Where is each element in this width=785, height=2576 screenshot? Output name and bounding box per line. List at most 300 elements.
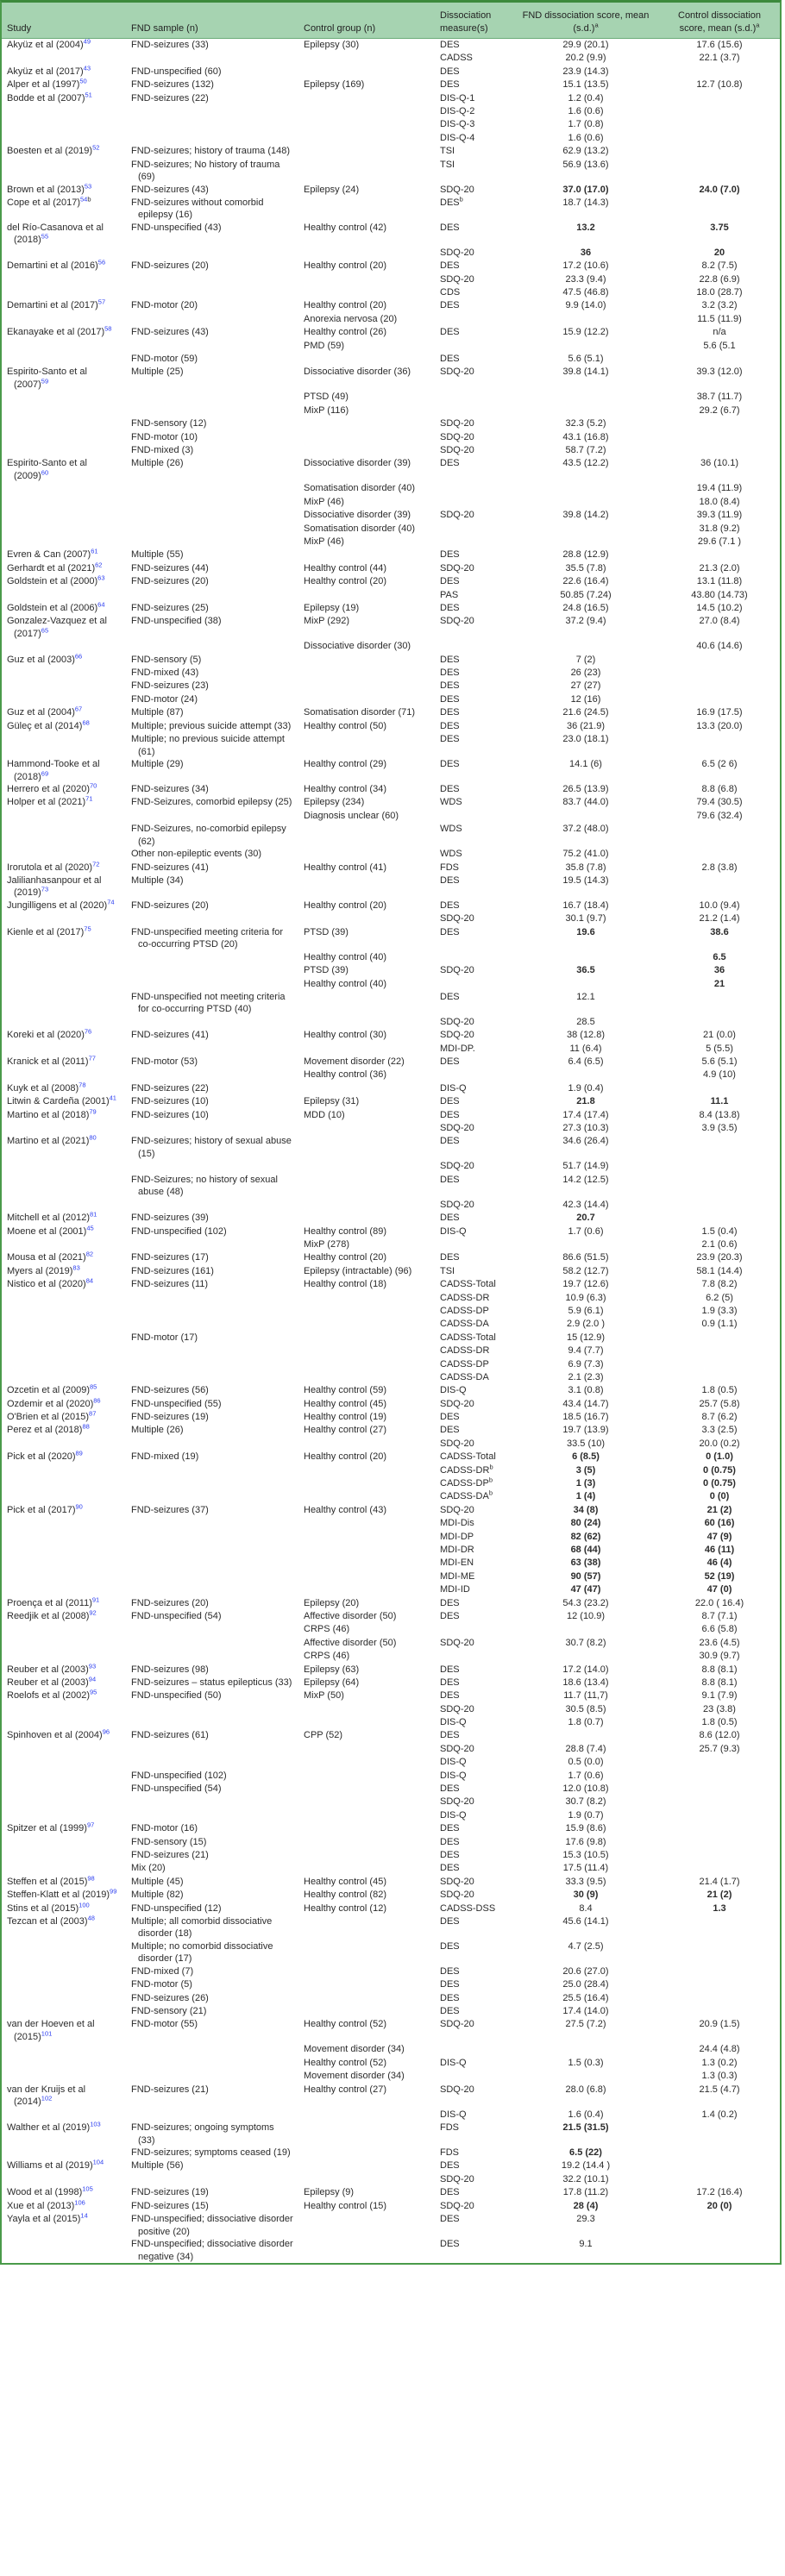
study-cell xyxy=(2,1557,126,1570)
reference-link[interactable]: 52 xyxy=(92,143,100,152)
measure-cell: SDQ-20 xyxy=(440,273,474,285)
control-score-cell: 0 (0) xyxy=(709,1491,730,1502)
study-cell: Guz et al $(2003)^{66}$ xyxy=(7,652,83,665)
fnd-score-cell: 17.2 (10.6) xyxy=(562,260,609,272)
control-score-cell: 40.6 (14.6) xyxy=(696,641,743,652)
control-score-cell: 23 (3.8) xyxy=(703,1703,736,1714)
reference-link[interactable]: 63 xyxy=(97,573,105,582)
reference-link[interactable]: 64 xyxy=(97,600,105,609)
fnd-score-cell: 29.9 (20.1) xyxy=(562,40,609,50)
measure-cell: DES xyxy=(440,260,460,272)
study-cell: Mousa et al $(2021)^{82}$ xyxy=(7,1250,94,1263)
study-cell xyxy=(2,2005,126,2018)
fnd-sample-cell xyxy=(126,509,298,522)
reference-link[interactable]: 96 xyxy=(102,1727,110,1736)
measure-cell: DES xyxy=(440,327,460,338)
fnd-score-cell: 15 (12.9) xyxy=(566,1332,606,1343)
control-group-cell xyxy=(298,654,435,667)
control-score-cell: 4.9 (10) xyxy=(703,1069,736,1081)
study-cell: Perez et al $(2018)^{88}$ xyxy=(7,1422,90,1436)
study-cell: van der Kruijs et al $(2014)^{102}$ xyxy=(7,2084,86,2108)
study-cell: van der Hoeven et al $(2015)^{101}$ xyxy=(7,2019,95,2042)
reference-link[interactable]: 86 xyxy=(93,1396,101,1405)
reference-link[interactable]: 89 xyxy=(75,1449,83,1457)
study-cell: Yayla et al $(2015)^{14}$ xyxy=(7,2211,88,2224)
table-row xyxy=(2,1517,780,1530)
table-row xyxy=(2,2005,780,2018)
fnd-sample-cell: FND-unspecified (102) xyxy=(131,1225,227,1237)
study-cell: Ozdemir et al $(2020)^{86}$ xyxy=(7,1396,101,1409)
fnd-score-cell: 20.7 xyxy=(576,1213,595,1224)
study-cell: Güleç et al $(2014)^{68}$ xyxy=(7,718,90,731)
table-row xyxy=(2,1610,780,1623)
control-group-cell xyxy=(298,1122,435,1135)
fnd-sample-cell: FND-seizures; history of sexual abuse (15) xyxy=(131,1136,292,1159)
fnd-score-cell: 28 (4) xyxy=(573,2200,599,2211)
fnd-score-cell xyxy=(512,810,659,823)
table-row xyxy=(2,1637,780,1650)
control-group-cell xyxy=(298,431,435,444)
measure-cell: SDQ-20 xyxy=(440,2200,474,2211)
fnd-sample-cell xyxy=(126,912,298,925)
reference-link[interactable]: 51 xyxy=(85,90,92,98)
measure-cell: DES xyxy=(440,734,460,745)
fnd-sample-cell: FND-seizures; symptoms ceased (19) xyxy=(131,2147,291,2159)
study-cell xyxy=(2,118,126,131)
footnote-marker: b xyxy=(488,1489,493,1497)
fnd-sample-cell xyxy=(126,1517,298,1530)
measure-cell: MDI-EN xyxy=(440,1558,474,1569)
reference-link[interactable]: 106 xyxy=(74,2197,85,2206)
table-row xyxy=(2,286,780,299)
reference-link[interactable]: 66 xyxy=(74,652,83,661)
reference-link[interactable]: 87 xyxy=(89,1409,97,1418)
study-cell: Goldstein et al $(2006)^{64}$ xyxy=(7,600,105,613)
reference-link[interactable]: 92 xyxy=(89,1608,97,1617)
study-cell xyxy=(2,589,126,602)
measure-cell: DES xyxy=(440,458,460,469)
measure-cell: DES xyxy=(440,2214,460,2224)
control-group-cell xyxy=(298,1849,435,1862)
fnd-score-cell: 32.3 (5.2) xyxy=(565,418,606,429)
fnd-score-cell: 25.5 (16.4) xyxy=(562,1992,609,2003)
fnd-sample-cell: FND-unspecified; dissociative disorder negative (34) xyxy=(131,2239,293,2262)
study-cell: Jalilianhasanpour et al $(2019)^{73}$ xyxy=(7,874,102,899)
reference-link[interactable]: 14 xyxy=(80,2211,88,2220)
study-cell: Gonzalez-Vazquez et al $(2017)^{65}$ xyxy=(7,616,107,639)
reference-link[interactable]: 56 xyxy=(97,258,106,266)
measure-cell: DES xyxy=(440,354,460,365)
fnd-score-cell: 2.9 (2.0 ) xyxy=(566,1319,606,1330)
control-group-cell: Healthy control (27) xyxy=(304,2084,386,2095)
study-cell xyxy=(2,1344,126,1357)
control-group-cell xyxy=(298,1135,435,1160)
fnd-sample-cell: FND-motor (20) xyxy=(131,300,198,311)
control-score-cell xyxy=(659,1809,780,1822)
control-group-cell: Dissociative disorder (30) xyxy=(304,641,411,652)
control-score-cell: 20.0 (0.2) xyxy=(699,1438,740,1449)
reference-link[interactable]: 48 xyxy=(87,1914,95,1922)
measure-cell: CADSS-Total xyxy=(440,1279,496,1290)
fnd-sample-cell: FND-unspecified (43) xyxy=(131,222,222,233)
table-row xyxy=(2,313,780,326)
fnd-score-cell xyxy=(512,2070,659,2083)
study-cell: Wood et al $(1998)^{105}$ xyxy=(7,2184,93,2198)
table-row xyxy=(2,810,780,823)
control-group-cell xyxy=(298,1716,435,1729)
table-row xyxy=(2,1978,780,1991)
study-cell: Spitzer et al $(1999)^{97}$ xyxy=(7,1821,95,1834)
reference-link[interactable]: 88 xyxy=(82,1422,90,1431)
control-score-cell: 9.1 (7.9) xyxy=(701,1690,738,1702)
measure-cell: DES xyxy=(440,1836,460,1847)
reference-link[interactable]: 54 xyxy=(80,195,88,204)
measure-cell: DES xyxy=(440,1056,460,1068)
control-score-cell: 8.8 (8.1) xyxy=(701,1677,738,1688)
fnd-score-cell: 0.5 (0.0) xyxy=(568,1757,604,1768)
fnd-sample-cell: FND-motor (55) xyxy=(131,2019,198,2030)
reference-link[interactable]: 45 xyxy=(86,1223,94,1232)
reference-link[interactable]: 94 xyxy=(88,1675,97,1683)
study-cell xyxy=(2,417,126,430)
reference-link[interactable]: 99 xyxy=(110,1887,117,1896)
fnd-score-cell: 62.9 (13.2) xyxy=(562,146,609,157)
control-group-cell xyxy=(298,1544,435,1557)
fnd-score-cell: 6.4 (6.5) xyxy=(568,1056,604,1068)
fnd-sample-cell xyxy=(126,1199,298,1212)
study-cell xyxy=(2,667,126,680)
table-row xyxy=(2,1029,780,1042)
measure-cell: SDQ-20 xyxy=(440,616,474,627)
study-cell xyxy=(2,52,126,65)
fnd-score-cell: 15.1 (13.5) xyxy=(562,79,609,91)
study-cell: Evren & Can $(2007)^{61}$ xyxy=(7,547,98,561)
reference-link[interactable]: 95 xyxy=(90,1688,97,1696)
reference-link[interactable]: 100 xyxy=(78,1900,90,1908)
reference-link[interactable]: 50 xyxy=(79,77,87,85)
control-score-cell xyxy=(659,874,780,899)
fnd-score-cell: 1 (3) xyxy=(575,1478,596,1489)
table-row xyxy=(2,431,780,444)
reference-link[interactable]: 58 xyxy=(104,324,112,333)
control-group-cell xyxy=(298,1743,435,1756)
measure-cell: CADSS-DR xyxy=(440,1292,490,1303)
measure-cell: DES xyxy=(440,1096,460,1107)
reference-link[interactable]: 68 xyxy=(82,718,90,726)
control-group-cell xyxy=(298,1490,435,1503)
study-cell xyxy=(2,247,126,260)
measure-cell: CADSS-DA xyxy=(440,1319,489,1330)
reference-link[interactable]: 80 xyxy=(89,1133,97,1142)
reference-link[interactable]: 75 xyxy=(84,924,91,933)
measure-cell: SDQ-20 xyxy=(440,1030,474,1041)
measure-cell: SDQ-20 xyxy=(440,444,474,455)
fnd-score-cell: 16.7 (18.4) xyxy=(562,899,609,911)
control-group-cell: Movement disorder (34) xyxy=(304,2071,405,2082)
reference-link[interactable]: 104 xyxy=(92,2158,104,2166)
control-group-cell xyxy=(298,1570,435,1583)
table-row xyxy=(2,118,780,131)
fnd-sample-cell xyxy=(126,496,298,509)
fnd-sample-cell xyxy=(126,2043,298,2056)
study-cell xyxy=(2,640,126,653)
fnd-sample-cell: Multiple; previous suicide attempt (33) xyxy=(131,720,292,731)
table-row xyxy=(2,1332,780,1344)
study-cell: Gerhardt et al $(2021)^{62}$ xyxy=(7,561,103,573)
fnd-sample-cell: FND-sensory (5) xyxy=(131,654,202,665)
study-cell xyxy=(2,680,126,693)
study-cell xyxy=(2,1199,126,1212)
reference-link[interactable]: 43 xyxy=(83,64,91,72)
fnd-sample-cell: FND-seizures (20) xyxy=(131,1597,209,1608)
control-group-cell: Healthy control (41) xyxy=(304,862,386,873)
reference-link[interactable]: 55 xyxy=(41,232,49,241)
footnote-marker: b xyxy=(459,195,463,204)
fnd-score-cell: 17.6 (9.8) xyxy=(565,1836,606,1847)
control-score-cell xyxy=(659,1756,780,1769)
control-score-cell: 3.75 xyxy=(710,222,729,233)
table-row xyxy=(2,2122,780,2147)
control-group-cell: Healthy control (20) xyxy=(304,300,386,311)
reference-link[interactable]: 71 xyxy=(85,794,93,803)
control-group-cell xyxy=(298,1464,435,1477)
reference-link[interactable]: 53 xyxy=(84,181,92,190)
control-group-cell xyxy=(298,1862,435,1875)
fnd-sample-cell: FND-seizures (20) xyxy=(131,260,209,272)
measure-cell: DES xyxy=(440,66,460,77)
measure-cell: DIS-Q xyxy=(440,1225,467,1237)
fnd-sample-cell: FND-seizures (43) xyxy=(131,184,209,195)
fnd-sample-cell xyxy=(126,523,298,536)
table-row xyxy=(2,184,780,197)
control-score-cell: 13.3 (20.0) xyxy=(696,720,743,731)
measure-cell: TSI xyxy=(440,159,455,170)
control-group-cell: MixP (46) xyxy=(304,496,344,507)
control-score-cell: 21.5 (4.7) xyxy=(699,2084,740,2095)
reference-link[interactable]: 69 xyxy=(41,768,49,777)
fnd-sample-cell: FND-mixed (7) xyxy=(131,1965,194,1977)
reference-link[interactable]: 59 xyxy=(41,377,49,385)
control-score-cell: 1.9 (3.3) xyxy=(701,1305,738,1316)
table-row xyxy=(2,159,780,184)
fnd-sample-cell: FND-seizures (41) xyxy=(131,862,209,873)
control-score-cell xyxy=(659,105,780,118)
fnd-sample-cell: FND-seizures (43) xyxy=(131,327,209,338)
reference-link[interactable]: 103 xyxy=(90,2120,101,2128)
reference-link[interactable]: 82 xyxy=(85,1250,94,1258)
fnd-sample-cell: FND-seizures; history of trauma (148) xyxy=(131,146,290,157)
reference-link[interactable]: 85 xyxy=(90,1382,97,1391)
reference-link[interactable]: 81 xyxy=(90,1210,97,1219)
measure-cell xyxy=(435,313,512,326)
control-score-cell: 3.2 (3.2) xyxy=(701,300,738,311)
control-group-cell xyxy=(298,680,435,693)
measure-cell: DES xyxy=(440,40,460,50)
fnd-sample-cell xyxy=(126,1477,298,1490)
table-row xyxy=(2,733,780,758)
measure-cell xyxy=(435,404,512,417)
control-score-cell: 8.8 (6.8) xyxy=(701,784,738,795)
reference-link[interactable]: 97 xyxy=(86,1821,95,1829)
study-cell: Tezcan et al $(2003)^{48}$ xyxy=(7,1914,95,1927)
fnd-sample-cell: FND-seizures (132) xyxy=(131,79,214,91)
reference-link[interactable]: 91 xyxy=(91,1595,100,1603)
study-cell xyxy=(2,431,126,444)
control-score-cell xyxy=(659,1796,780,1808)
reference-link[interactable]: 41 xyxy=(109,1094,116,1102)
fnd-sample-cell: FND-seizures; No history of trauma (69) xyxy=(131,159,280,183)
control-score-cell: 17.6 (15.6) xyxy=(696,40,743,50)
control-score-cell xyxy=(659,2122,780,2147)
reference-link[interactable]: 57 xyxy=(97,298,106,306)
fnd-score-cell: 23.0 (18.1) xyxy=(562,734,609,745)
control-score-cell: 30.9 (9.7) xyxy=(699,1651,740,1662)
reference-link[interactable]: 77 xyxy=(88,1054,96,1062)
measure-cell: DES xyxy=(440,1425,460,1436)
reference-link[interactable]: 65 xyxy=(41,626,49,635)
fnd-score-cell xyxy=(512,496,659,509)
measure-cell: SDQ-20 xyxy=(440,1199,474,1210)
table-row xyxy=(2,602,780,615)
study-cell: Hammond-Tooke et al $(2018)^{69}$ xyxy=(7,759,100,782)
reference-link[interactable]: 83 xyxy=(72,1263,80,1272)
control-score-cell: 6.6 (5.8) xyxy=(701,1624,738,1635)
reference-link[interactable]: 101 xyxy=(41,2029,53,2038)
control-group-cell: Healthy control (42) xyxy=(304,222,386,233)
control-score-cell xyxy=(659,1822,780,1835)
control-group-cell: Healthy control (20) xyxy=(304,1252,386,1263)
reference-link[interactable]: 73 xyxy=(41,885,49,893)
table-row xyxy=(2,874,780,899)
control-score-cell xyxy=(659,197,780,222)
control-score-cell xyxy=(659,1992,780,2005)
control-score-cell: 1.8 (0.5) xyxy=(701,1717,738,1728)
control-group-cell: Dissociative disorder (36) xyxy=(304,367,411,378)
study-cell xyxy=(2,1796,126,1808)
control-group-cell: Healthy control (15) xyxy=(304,2200,386,2211)
control-score-cell: 22.8 (6.9) xyxy=(699,273,740,285)
fnd-score-cell: 90 (57) xyxy=(570,1570,601,1582)
fnd-score-cell: 30.7 (8.2) xyxy=(565,1796,606,1808)
control-group-cell: CRPS (46) xyxy=(304,1651,350,1662)
reference-link[interactable]: 84 xyxy=(85,1276,94,1285)
reference-link[interactable]: 49 xyxy=(83,37,91,46)
reference-link[interactable]: 72 xyxy=(92,859,100,868)
fnd-sample-cell: Multiple (82) xyxy=(131,1890,184,1901)
table-row xyxy=(2,1570,780,1583)
reference-link[interactable]: 74 xyxy=(107,898,115,906)
control-group-cell xyxy=(298,733,435,758)
study-cell xyxy=(2,1122,126,1135)
reference-link[interactable]: 70 xyxy=(90,781,97,790)
fnd-sample-cell xyxy=(126,1238,298,1251)
fnd-sample-cell xyxy=(126,589,298,602)
table-row xyxy=(2,1358,780,1371)
measure-cell: DIS-Q-4 xyxy=(440,132,475,143)
table-row xyxy=(2,1504,780,1517)
reference-link[interactable]: 93 xyxy=(88,1661,97,1670)
fnd-score-cell xyxy=(512,951,659,964)
control-group-cell: Healthy control (44) xyxy=(304,562,386,573)
measure-cell: DES xyxy=(440,759,460,770)
study-cell xyxy=(2,1623,126,1636)
table-row xyxy=(2,1225,780,1238)
control-score-cell: 8.4 (13.8) xyxy=(699,1109,740,1120)
dissociation-studies-table xyxy=(2,3,780,2263)
reference-link[interactable]: 102 xyxy=(41,2094,53,2103)
control-score-cell xyxy=(659,145,780,158)
fnd-score-cell: 18.7 (14.3) xyxy=(562,197,609,208)
measure-cell: CADSS-$DP^b$ xyxy=(440,1476,493,1489)
reference-link[interactable]: 90 xyxy=(75,1502,83,1511)
study-cell xyxy=(2,1637,126,1650)
reference-link[interactable]: 105 xyxy=(82,2184,93,2193)
control-score-cell xyxy=(659,417,780,430)
control-group-cell xyxy=(298,548,435,561)
reference-link[interactable]: 67 xyxy=(74,705,83,713)
reference-link[interactable]: 76 xyxy=(84,1027,92,1036)
control-score-cell: 6.5 (2 6) xyxy=(701,759,738,770)
reference-link[interactable]: 78 xyxy=(78,1081,86,1089)
measure-cell: DIS-Q xyxy=(440,2109,467,2120)
study-cell: Kranick et al $(2011)^{77}$ xyxy=(7,1054,96,1068)
measure-cell: DES xyxy=(440,1412,460,1423)
study-cell: Xue et al $(2013)^{106}$ xyxy=(7,2197,85,2211)
control-group-cell xyxy=(298,1438,435,1451)
control-group-cell xyxy=(298,1557,435,1570)
fnd-score-cell: 26 (23) xyxy=(570,668,601,679)
fnd-score-cell xyxy=(512,978,659,991)
study-cell xyxy=(2,1160,126,1173)
fnd-score-cell: 3 (5) xyxy=(575,1464,596,1476)
study-cell: Demartini et al $(2016)^{56}$ xyxy=(7,258,106,272)
fnd-score-cell: 37.2 (9.4) xyxy=(565,616,606,627)
measure-cell xyxy=(435,1650,512,1663)
reference-link[interactable]: 62 xyxy=(95,561,103,569)
control-group-cell: Somatisation disorder (71) xyxy=(304,707,416,718)
reference-link[interactable]: 61 xyxy=(91,547,98,555)
control-score-cell xyxy=(659,1135,780,1160)
fnd-score-cell: 68 (44) xyxy=(570,1544,601,1555)
reference-link[interactable]: 79 xyxy=(89,1107,97,1115)
fnd-score-cell: 12 (16) xyxy=(570,693,601,705)
control-score-cell xyxy=(659,1849,780,1862)
measure-cell: DES xyxy=(440,1979,460,1990)
fnd-sample-cell xyxy=(126,1743,298,1756)
control-group-cell: Epilepsy (9) xyxy=(304,2187,355,2198)
fnd-sample-cell: Multiple (56) xyxy=(131,2160,184,2172)
table-row xyxy=(2,1650,780,1663)
fnd-score-cell: 36 xyxy=(580,247,592,258)
table-row xyxy=(2,1689,780,1702)
reference-link[interactable]: 98 xyxy=(87,1874,95,1883)
fnd-score-cell: 23.3 (9.4) xyxy=(565,273,606,285)
study-cell xyxy=(2,951,126,964)
control-score-cell xyxy=(659,1770,780,1783)
reference-link[interactable]: 60 xyxy=(41,468,49,477)
study-cell: Boesten et al $(2019)^{52}$ xyxy=(7,143,100,157)
study-cell xyxy=(2,823,126,848)
control-score-cell xyxy=(659,1082,780,1095)
fnd-score-cell: 2.1 (2.3) xyxy=(568,1371,604,1382)
table-row xyxy=(2,1371,780,1384)
study-cell xyxy=(2,1978,126,1991)
fnd-sample-cell: FND-Seizures, no-comorbid epilepsy (62) xyxy=(131,824,286,847)
footnote-marker: b xyxy=(87,195,91,204)
fnd-score-cell: 1.6 (0.6) xyxy=(568,105,604,116)
control-score-cell: 23.6 (4.5) xyxy=(699,1637,740,1648)
control-group-cell: Healthy control (52) xyxy=(304,2057,386,2068)
